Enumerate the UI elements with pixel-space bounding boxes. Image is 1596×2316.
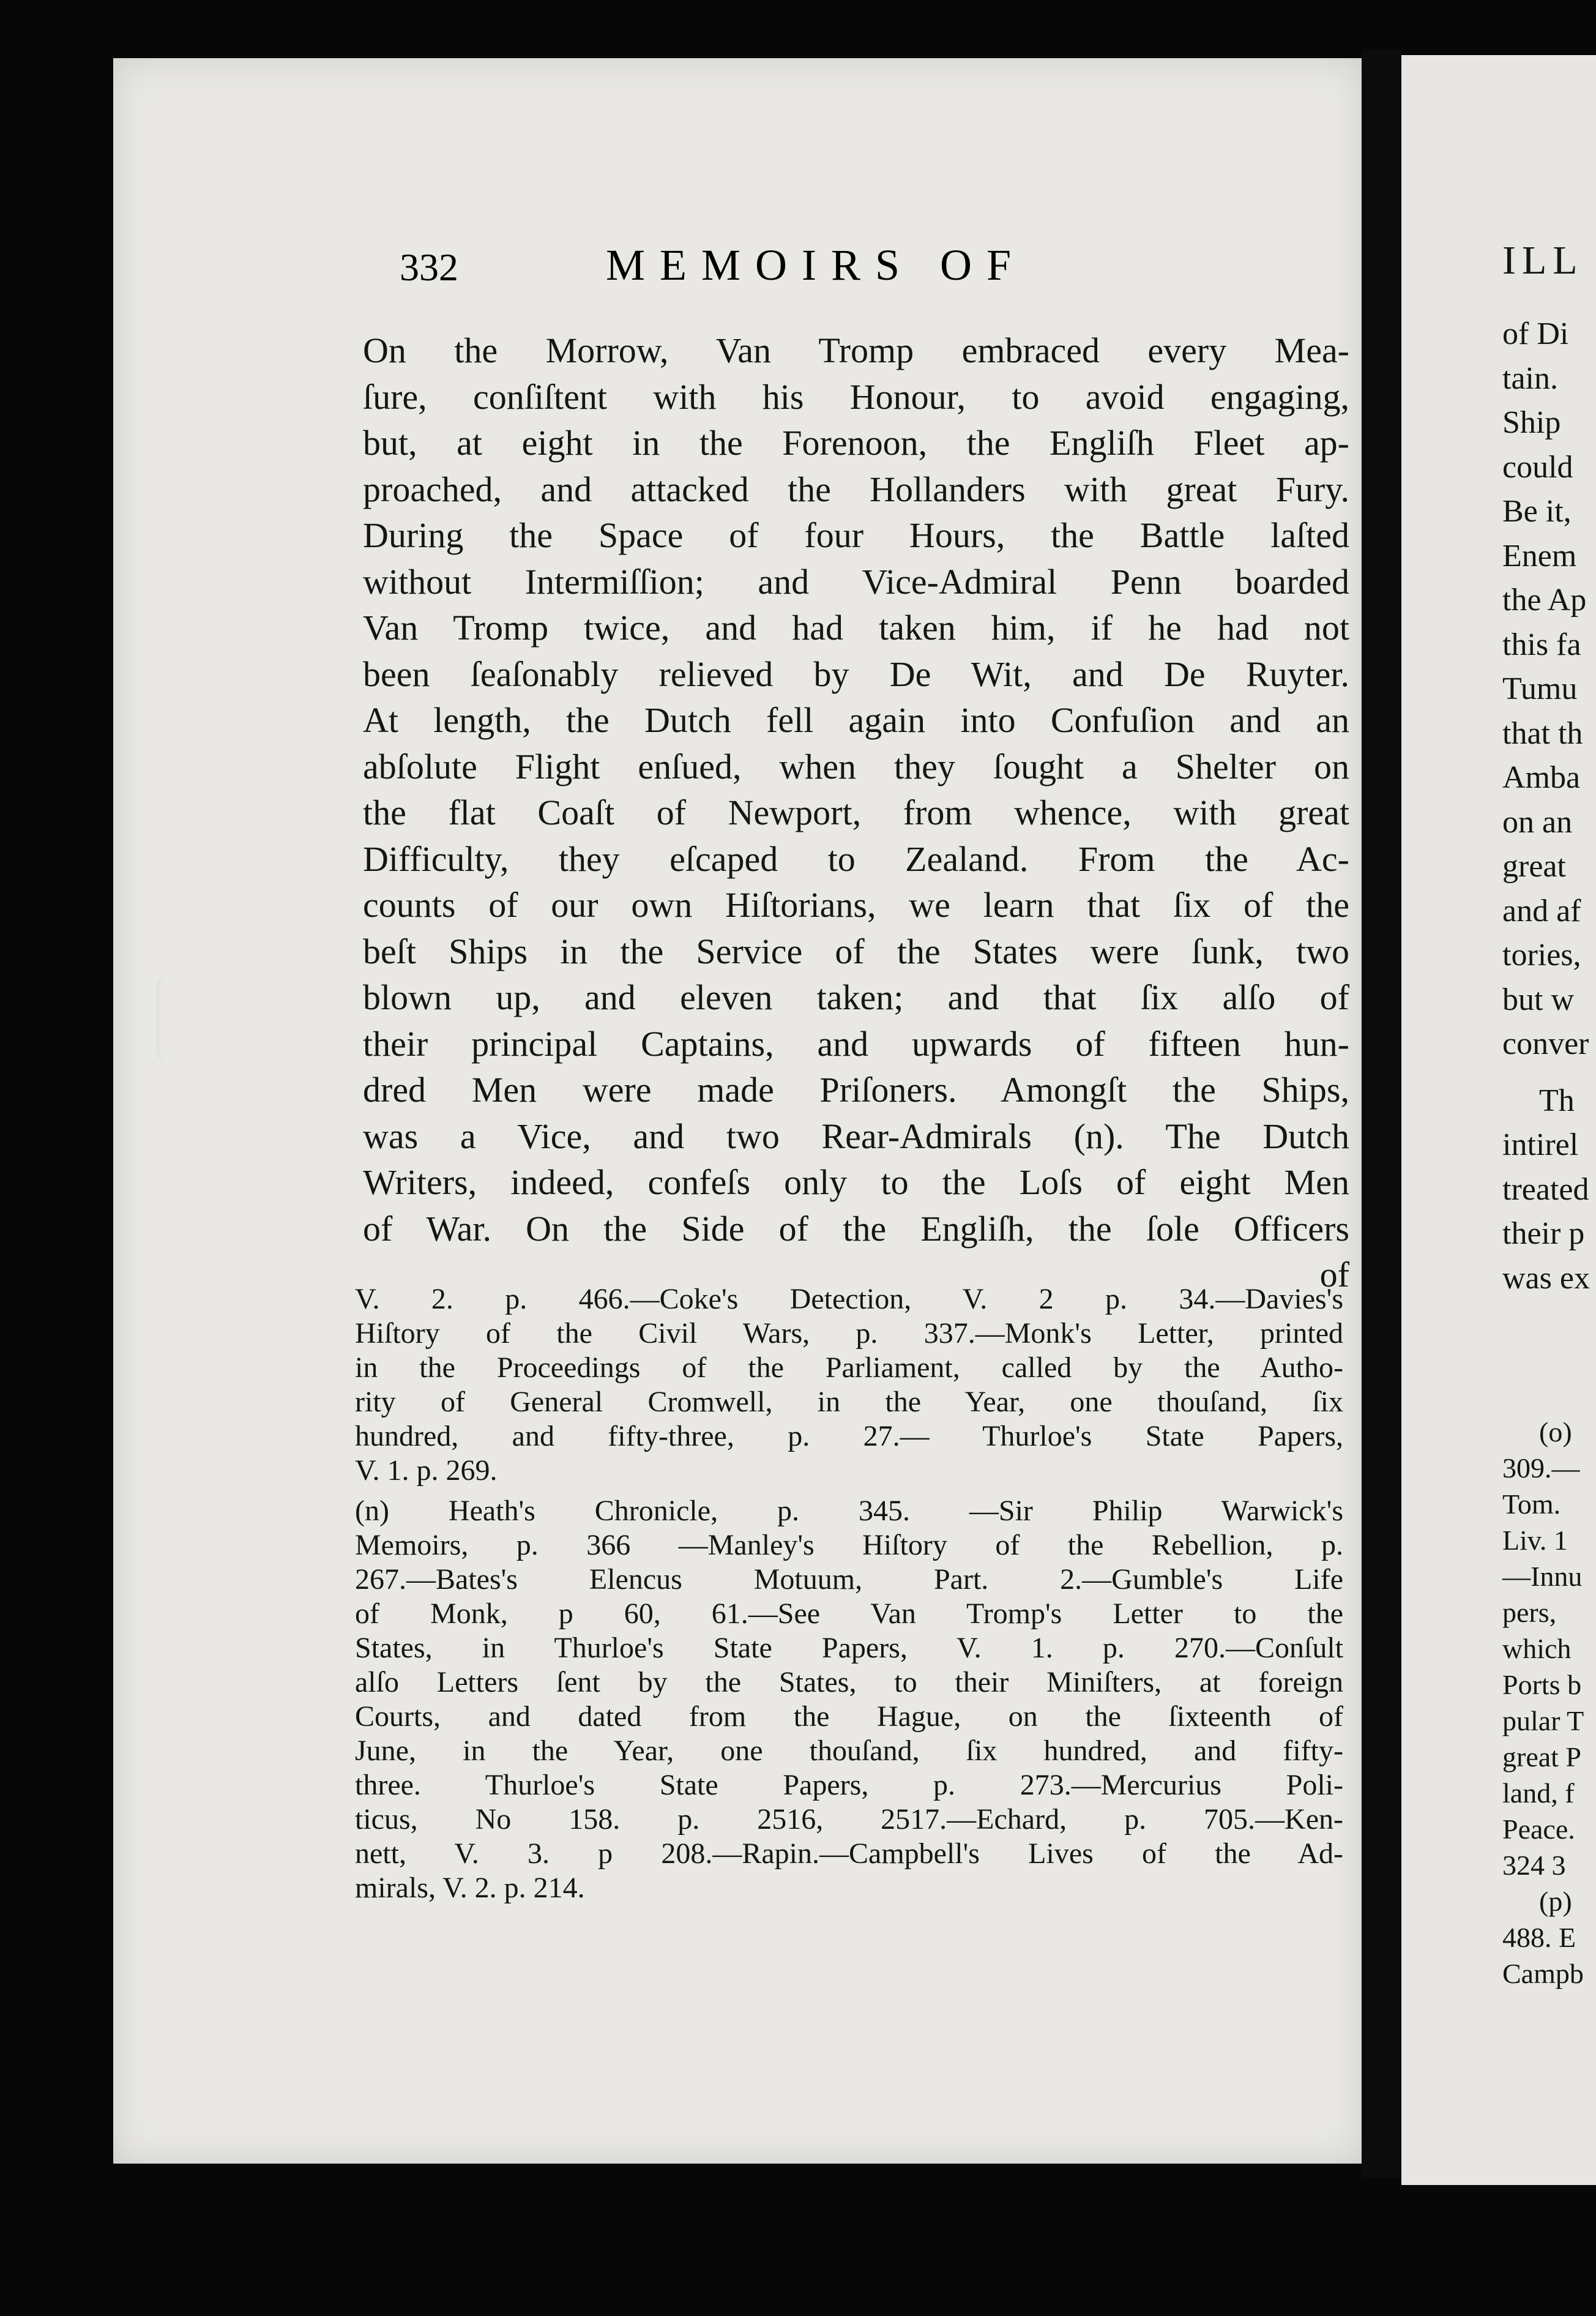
body-line: Writers, indeed, confeſs only to the Loſs of eight Men — [363, 1162, 1349, 1202]
book-gutter — [1362, 49, 1401, 2179]
right-body-line: conver — [1502, 1026, 1589, 1061]
body-line: dred Men were made Priſoners. Amongſt the Ships, — [363, 1070, 1349, 1110]
right-note-line: (o) — [1539, 1416, 1572, 1448]
right-body-line: the Ap — [1502, 583, 1587, 618]
right-note-line: 309.— — [1502, 1452, 1580, 1484]
right-body-line: intirel — [1502, 1127, 1579, 1162]
right-note-line: Tom. — [1502, 1489, 1561, 1520]
page-number: 332 — [400, 245, 458, 289]
right-body-line: Be it, — [1502, 494, 1572, 529]
footnote-line: Hiſtory of the Civil Wars, p. 337.—Monk's Letter, printed — [355, 1317, 1343, 1350]
body-line: been ſeaſonably relieved by De Wit, and De Ruyter. — [363, 654, 1349, 694]
footnotes — [355, 1282, 1343, 1911]
right-body-line: on an — [1502, 804, 1573, 840]
footnote-line: rity of General Cromwell, in the Year, one thouſand, ſix — [355, 1386, 1343, 1418]
footnote-line: ticus, No 158. p. 2516, 2517.—Echard, p. 705.—Ken- — [355, 1803, 1343, 1836]
right-body-line: this fa — [1502, 627, 1581, 662]
footnote-line: Memoirs, p. 366 —Manley's Hiſtory of the Rebellion, p. — [355, 1529, 1343, 1561]
right-note-line: (p) — [1539, 1886, 1572, 1917]
right-body-line: Th — [1539, 1083, 1575, 1118]
catchword: of — [1319, 1255, 1349, 1294]
right-running-title: ILL — [1502, 238, 1584, 283]
footnote-m-continued — [355, 1282, 1343, 1488]
right-body-line: and af — [1502, 893, 1581, 928]
right-note-line: pers, — [1502, 1597, 1557, 1628]
body-line: without Intermiſſion; and Vice-Admiral Penn boarded — [363, 561, 1349, 602]
body-line: of War. On the Side of the Engliſh, the ſole Officers — [363, 1208, 1349, 1249]
footnote-line: of Monk, p 60, 61.—See Van Tromp's Letter to the — [355, 1597, 1343, 1630]
right-body-line: tories, — [1502, 938, 1581, 973]
right-note-line: 324 3 — [1502, 1850, 1566, 1881]
running-title: MEMOIRS OF — [606, 241, 1026, 290]
right-body-line: great — [1502, 849, 1566, 884]
page-header — [113, 214, 1362, 288]
body-line: During the Space of four Hours, the Battle laſted — [363, 515, 1349, 555]
footnote-line: hundred, and fifty-three, p. 27.— Thurloe's State Papers, — [355, 1420, 1343, 1452]
body-line: abſolute Flight enſued, when they ſought a Shelter on — [363, 746, 1349, 786]
right-body-line: their p — [1502, 1216, 1585, 1251]
right-note-line: Peace. — [1502, 1814, 1575, 1845]
right-body-line: but w — [1502, 982, 1574, 1017]
footnote-line: (n) Heath's Chronicle, p. 345. —Sir Philip Warwick's — [355, 1495, 1343, 1527]
right-note-line: which — [1502, 1633, 1572, 1664]
paper-mark — [156, 976, 178, 1062]
right-body-line: Ship — [1502, 405, 1561, 440]
right-note-fragments — [1502, 1414, 1584, 1992]
body-line: On the Morrow, Van Tromp embraced every Mea- — [363, 331, 1349, 370]
left-page — [113, 58, 1362, 2164]
body-line: blown up, and eleven taken; and that ſix alſo of — [363, 977, 1349, 1017]
right-body-line: could — [1502, 449, 1573, 485]
right-page — [1401, 55, 1596, 2185]
body-line: but, at eight in the Forenoon, the Engliſh Fleet ap- — [363, 423, 1349, 463]
right-note-line: Campb — [1502, 1958, 1584, 1989]
footnote-line: V. 1. p. 269. — [355, 1454, 498, 1487]
footnote-n — [355, 1494, 1343, 1905]
right-note-line: Ports b — [1502, 1669, 1582, 1700]
right-note-line: great P — [1502, 1741, 1582, 1772]
footnote-line: three. Thurloe's State Papers, p. 273.—Mercurius Poli- — [355, 1769, 1343, 1801]
right-body-line: was ex — [1502, 1260, 1590, 1296]
body-line: ſure, conſiſtent with his Honour, to avoid engaging, — [363, 376, 1349, 417]
right-body-line: Tumu — [1502, 671, 1578, 706]
footnote-line: in the Proceedings of the Parliament, called by the Autho- — [355, 1351, 1343, 1384]
footnote-line: V. 2. p. 466.—Coke's Detection, V. 2 p. 34.—Davies's — [355, 1283, 1343, 1315]
body-line: counts of our own Hiſtorians, we learn that ſix of the — [363, 885, 1349, 925]
right-body-line: Enem — [1502, 538, 1577, 573]
right-body-line: that th — [1502, 715, 1583, 751]
right-body-line: treated — [1502, 1171, 1589, 1207]
right-note-line: land, f — [1502, 1777, 1575, 1809]
body-line: proached, and attacked the Hollanders with great Fury. — [363, 469, 1349, 509]
right-body-line: of Di — [1502, 316, 1569, 351]
footnote-line: 267.—Bates's Elencus Motuum, Part. 2.—Gumble's Life — [355, 1563, 1343, 1596]
footnote-line: nett, V. 3. p 208.—Rapin.—Campbell's Lives of the Ad- — [355, 1837, 1343, 1870]
right-note-line: pular T — [1502, 1705, 1584, 1736]
right-body-line: tain. — [1502, 360, 1558, 396]
right-note-line: 488. E — [1502, 1922, 1576, 1953]
body-line: Difficulty, they eſcaped to Zealand. From the Ac- — [363, 839, 1349, 879]
footnote-line: mirals, V. 2. p. 214. — [355, 1872, 585, 1904]
footnote-line: alſo Letters ſent by the States, to their Miniſters, at foreign — [355, 1666, 1343, 1698]
body-line: At length, the Dutch fell again into Confuſion and an — [363, 700, 1349, 740]
right-note-line: —Innu — [1502, 1561, 1583, 1592]
body-line: beſt Ships in the Service of the States were ſunk, two — [363, 931, 1349, 971]
body-line: the flat Coaſt of Newport, from whence, with great — [363, 793, 1349, 832]
body-text — [363, 327, 1349, 1298]
footnote-line: Courts, and dated from the Hague, on the ſixteenth of — [355, 1700, 1343, 1733]
footnote-line: June, in the Year, one thouſand, ſix hundred, and fifty- — [355, 1735, 1343, 1767]
right-note-line: Liv. 1 — [1502, 1525, 1568, 1556]
body-line: their principal Captains, and upwards of fifteen hun- — [363, 1023, 1349, 1064]
body-line: Van Tromp twice, and had taken him, if he had not — [363, 608, 1349, 648]
body-line: was a Vice, and two Rear-Admirals (n). The Dutch — [363, 1116, 1349, 1156]
footnote-line: States, in Thurloe's State Papers, V. 1. p. 270.—Conſult — [355, 1632, 1343, 1664]
right-body-line: Amba — [1502, 760, 1581, 795]
